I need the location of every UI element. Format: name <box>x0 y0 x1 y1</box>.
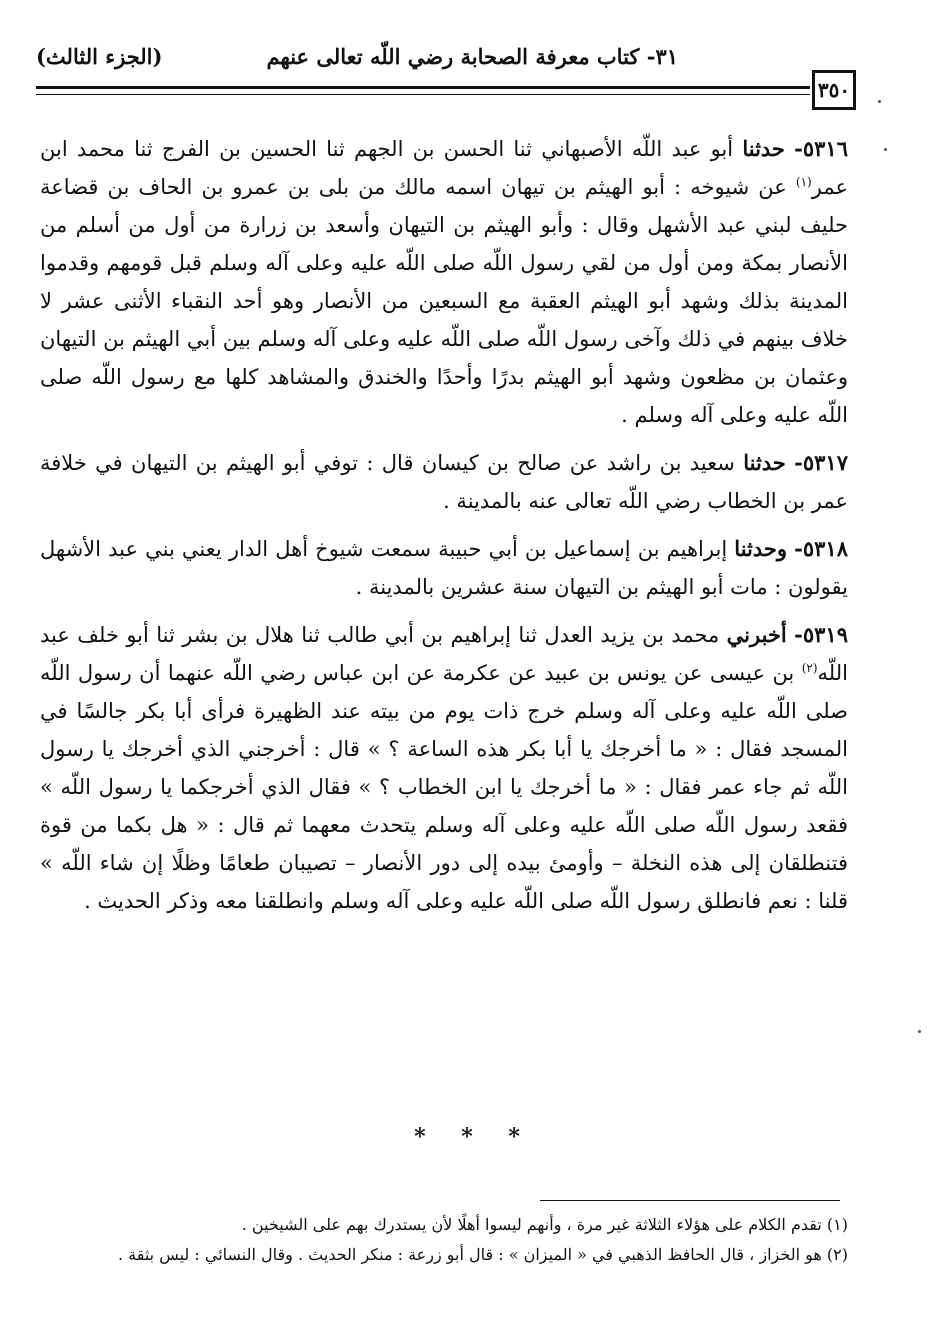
main-text <box>40 130 848 930</box>
footnote-marker: (١) <box>826 1215 848 1234</box>
entry-verb: حدثنا <box>743 450 786 475</box>
footnote-marker: (٢) <box>826 1245 848 1264</box>
hadith-entry-5318 <box>40 530 848 606</box>
header-rule-thick <box>36 86 810 89</box>
running-title: ٣١- كتاب معرفة الصحابة رضي اللّه تعالى عنهم <box>266 44 678 69</box>
entry-verb: حدثنا <box>742 136 785 161</box>
hadith-entry-5316 <box>40 130 848 434</box>
volume-label: (الجزء الثالث) <box>36 44 163 69</box>
footnote-1 <box>20 1210 848 1240</box>
footnote-text: تقدم الكلام على هؤلاء الثلاثة غير مرة ، وأنهم ليسوا أهلًا لأن يستدرك بهم على الشيخين . <box>241 1215 822 1234</box>
footnote-text: هو الخزاز ، قال الحافظ الذهبي في « الميزان » : قال أبو زرعة : منكر الحديث . وقال النسائي : ليس بثقة . <box>117 1245 822 1264</box>
header-rule-thin <box>36 94 810 95</box>
scan-speck <box>878 100 881 103</box>
footnote-2 <box>20 1240 848 1270</box>
entry-text: سعيد بن راشد عن صالح بن كيسان قال : توفي أبو الهيثم بن التيهان في خلافة عمر بن الخطاب رضي اللّه تعالى عنه بالمدينة . <box>40 451 848 513</box>
hadith-entry-5319 <box>40 616 848 920</box>
section-separator: * * * <box>414 1124 534 1150</box>
entry-number: ٥٣١٨- <box>794 536 848 561</box>
footnotes <box>20 1210 848 1270</box>
entry-text: بن عيسى عن يونس بن عبيد عن عكرمة عن ابن عباس رضي اللّه عنهما أن رسول اللّه صلى اللّه عليه وعلى آله وسلم خرج ذات يوم من بيته عند الظهيرة فرأى أبا بكر جالسًا في المسجد فقال : « ما أخرجك يا أبا بكر هذه الساعة ؟ » قال : أخرجني الذي أخرجك يا رسول اللّه ثم جاء عمر فقال : « ما أخرجك يا ابن الخطاب ؟ » فقال الذي أخرجكما يا رسول اللّه » فقعد رسول اللّه صلى اللّه عليه وعلى آله وسلم يتحدث معهما ثم قال : « هل بكما من قوة فتنطلقان إلى هذه النخلة – وأومئ بيده إلى دور الأنصار – تصيبان طعامًا وظلًا إن شاء اللّه » قلنا : نعم فانطلق رسول اللّه صلى اللّه عليه وعلى آله وسلم وانطلقنا معه وذكر الحديث . <box>40 661 848 913</box>
footnote-rule <box>540 1200 840 1201</box>
page-number: ٣٥٠ <box>812 70 856 110</box>
entry-number: ٥٣١٦- <box>794 136 848 161</box>
entry-text: أبو عبد اللّه الأصبهاني ثنا الحسن بن الجهم ثنا الحسين بن الفرج ثنا محمد ابن عمر <box>40 137 848 199</box>
entry-verb: أخبرني <box>726 622 787 647</box>
entry-text: محمد بن يزيد العدل ثنا إبراهيم بن أبي طالب ثنا هلال بن بشر ثنا أبو خلف عبد اللّه <box>40 623 848 685</box>
entry-verb: وحدثنا <box>734 536 788 561</box>
footnote-ref[interactable]: (١) <box>795 175 812 189</box>
scan-speck <box>918 1030 921 1033</box>
footnote-ref[interactable]: (٢) <box>801 661 818 675</box>
scan-speck <box>884 148 887 151</box>
entry-number: ٥٣١٩- <box>794 622 848 647</box>
entry-text: إبراهيم بن إسماعيل بن أبي حبيبة سمعت شيوخ أهل الدار يعني بني عبد الأشهل يقولون : مات أبو الهيثم بن التيهان سنة عشرين بالمدينة . <box>40 537 848 599</box>
entry-number: ٥٣١٧- <box>794 450 848 475</box>
entry-text: عن شيوخه : أبو الهيثم بن تيهان اسمه مالك من بلى بن عمرو بن الحاف بن قضاعة حليف لبني عبد الأشهل وقال : وأبو الهيثم بن التيهان وأسعد بن زرارة من أول من أسلم من الأنصار بمكة ومن أول من لقي رسول اللّه صلى اللّه عليه وعلى آله وسلم قبل قومهم وقدموا المدينة بذلك وشهد أبو الهيثم العقبة مع السبعين من الأنصار وهو أحد النقباء الأثنى عشر لا خلاف بينهم في ذلك وآخى رسول اللّه صلى اللّه عليه وعلى آله وسلم بين أبي الهيثم بن التيهان وعثمان بن مظعون وشهد أبو الهيثم بدرًا وأحدًا والخندق والمشاهد كلها مع رسول اللّه صلى اللّه عليه وعلى آله وسلم . <box>40 175 848 427</box>
page-header <box>36 40 848 80</box>
hadith-entry-5317 <box>40 444 848 520</box>
